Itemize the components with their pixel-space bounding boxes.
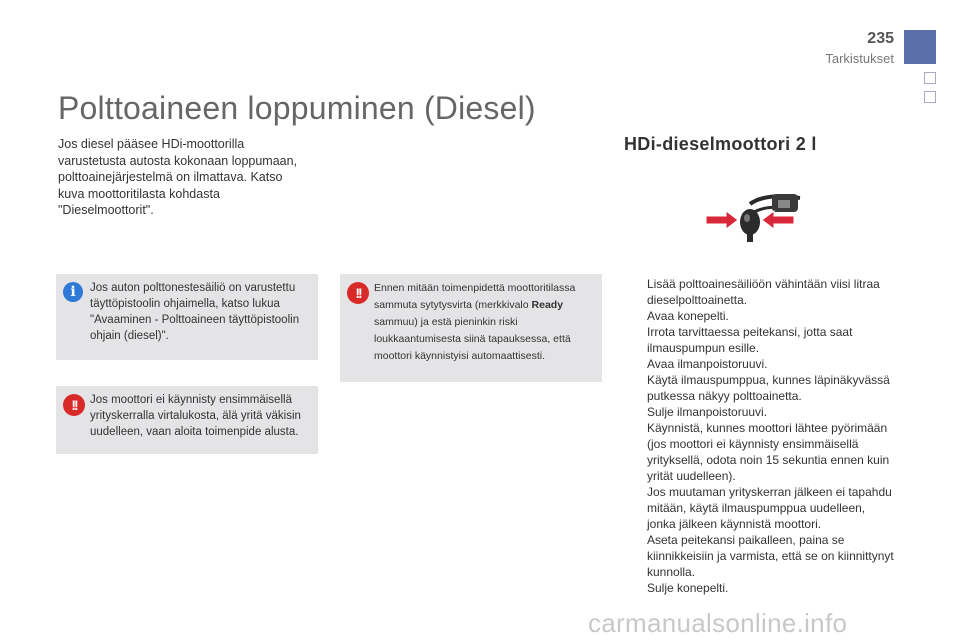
restart-warning-text: Jos moottori ei käynnisty ensimmäisellä yrityskerralla virtalukosta, älä yritä väkisin uudelleen, vaan aloita toimenpide alusta. xyxy=(90,394,301,438)
restart-warning-notice xyxy=(56,386,318,454)
ready-indicator-label: Ready xyxy=(531,299,564,311)
procedure-step xyxy=(622,404,894,420)
chapter-tab[interactable] xyxy=(924,72,936,84)
procedure-step-text: Aseta peitekansi paikalleen, paina se kiinnikkeisiin ja varmista, että se on kiinnittynyt kunnolla. xyxy=(647,533,894,579)
engine-heading: HDi-dieselmoottori 2 l xyxy=(624,134,817,154)
section-label: Tarkistukset xyxy=(825,51,894,66)
ignition-warning-notice xyxy=(340,274,602,382)
procedure-step xyxy=(622,324,894,356)
page-number: 235 xyxy=(867,30,894,47)
chapter-tab-active[interactable] xyxy=(904,30,936,64)
info-notice-text: Jos auton polttonestesäiliö on varustettu täyttöpistoolin ohjaimella, katso lukua "Avaaminen - Polttoaineen täyttöpistoolin ohjain (diesel)". xyxy=(90,282,300,342)
fuel-pump-bulb-icon xyxy=(704,190,808,246)
info-notice xyxy=(56,274,318,360)
page-title: Polttoaineen loppuminen (Diesel) xyxy=(58,90,536,126)
procedure-step xyxy=(622,276,894,308)
procedure-step xyxy=(622,372,894,404)
procedure-step xyxy=(622,580,894,596)
procedure-step-text: Avaa konepelti. xyxy=(647,309,729,323)
warning-icon: !! xyxy=(347,282,369,304)
procedure-step-text: Sulje ilmanpoistoruuvi. xyxy=(647,405,768,419)
procedure-step-text: Avaa ilmanpoistoruuvi. xyxy=(647,357,768,371)
ignition-warning-text-after: sammuu) ja estä pieninkin riski loukkaantumisesta siinä tapauksessa, että moottori käynnistyisi automaattisesti. xyxy=(374,316,571,362)
procedure-step xyxy=(622,532,894,580)
procedure-step xyxy=(622,484,894,532)
procedure-step-text: Irrota tarvittaessa peitekansi, jotta saat ilmauspumpun esille. xyxy=(647,325,853,355)
ignition-warning-text-before: Ennen mitään toimenpidettä moottoritilassa sammuta sytytysvirta (merkkivalo xyxy=(374,282,576,311)
info-icon: i xyxy=(63,282,85,304)
procedure-step xyxy=(622,420,894,484)
procedure-step-text: Käytä ilmauspumppua, kunnes läpinäkyvässä putkessa näkyy polttoainetta. xyxy=(647,373,890,403)
procedure-step-text: Sulje konepelti. xyxy=(647,581,729,595)
procedure-step xyxy=(622,356,894,372)
procedure-step xyxy=(622,308,894,324)
intro-paragraph: Jos diesel pääsee HDi-moottorilla varustetusta autosta kokonaan loppumaan, polttoainejärjestelmä on ilmattava. Katso kuva moottoritilasta kohdasta "Dieselmoottorit". xyxy=(58,137,298,217)
chapter-tab[interactable] xyxy=(924,91,936,103)
procedure-step-text: Lisää polttoainesäiliöön vähintään viisi litraa dieselpolttoainetta. xyxy=(647,277,880,307)
ignition-warning-text xyxy=(374,280,598,365)
watermark: carmanualsonline.info xyxy=(588,608,848,638)
procedure-steps xyxy=(622,276,894,596)
procedure-step-text: Jos muutaman yrityskerran jälkeen ei tapahdu mitään, käytä ilmauspumppua uudelleen, jonka jälkeen käynnistä moottori. xyxy=(647,485,892,531)
procedure-step-text: Käynnistä, kunnes moottori lähtee pyörimään (jos moottori ei käynnisty ensimmäisellä yrityksellä, odota noin 15 sekuntia ennen kuin yrität uudelleen). xyxy=(647,421,890,483)
warning-icon: !! xyxy=(63,394,85,416)
